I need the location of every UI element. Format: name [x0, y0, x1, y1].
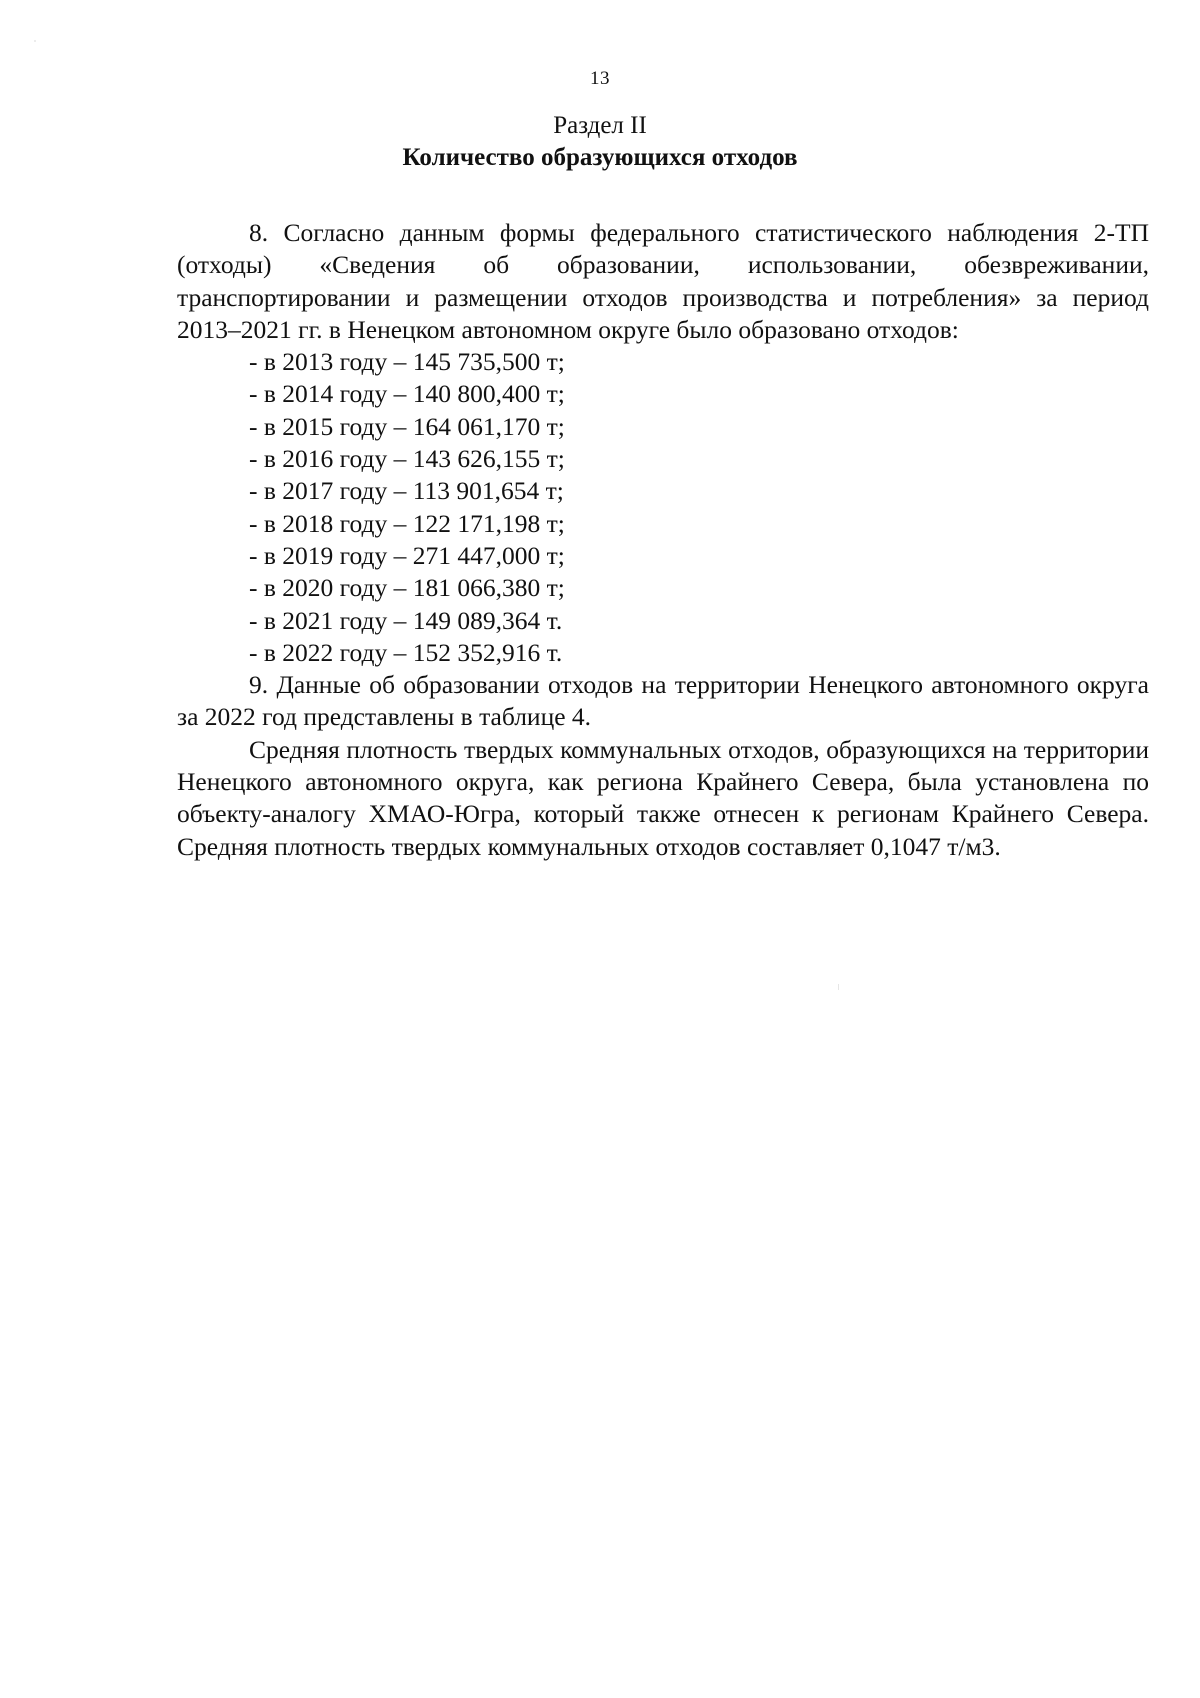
list-item-2020: - в 2020 году – 181 066,380 т;	[249, 573, 565, 603]
list-item-2014: - в 2014 году – 140 800,400 т;	[249, 379, 565, 409]
scan-speck	[34, 40, 36, 42]
paragraph-density: Средняя плотность твердых коммунальных отходов, образующихся на территории Ненецкого автономного округа, как региона Крайнего Севера, была установлена по объекту-аналогу ХМАО-Югра, который также отнесен к регионам Крайнего Севера. Средняя плотность твердых коммунальных отходов составляет 0,1047 т/м3.	[177, 734, 1149, 861]
list-item-2013: - в 2013 году – 145 735,500 т;	[249, 347, 565, 377]
list-item-2015: - в 2015 году – 164 061,170 т;	[249, 411, 565, 441]
page-number: 13	[590, 68, 610, 89]
list-item-2018: - в 2018 году – 122 171,198 т;	[249, 508, 565, 538]
list-item-2017: - в 2017 году – 113 901,654 т;	[249, 476, 564, 506]
list-item-2016: - в 2016 году – 143 626,155 т;	[249, 444, 565, 474]
list-item-2022: - в 2022 году – 152 352,916 т.	[249, 637, 563, 667]
scan-speck	[838, 984, 839, 990]
paragraph-8: 8. Согласно данным формы федерального статистического наблюдения 2-ТП (отходы) «Сведения об образовании, использовании, обезвреживании, транспортировании и размещении отходов производства и потребления» за период 2013–2021 гг. в Ненецком автономном округе было образовано отходов:	[177, 218, 1149, 344]
waste-by-year-list	[177, 346, 1149, 669]
document-body	[177, 217, 1149, 863]
section-label: Раздел II	[553, 112, 647, 139]
list-item-2021: - в 2021 году – 149 089,364 т.	[249, 605, 563, 635]
paragraph-9: 9. Данные об образовании отходов на территории Ненецкого автономного округа за 2022 год представлены в таблице 4.	[177, 670, 1149, 732]
list-item-2019: - в 2019 году – 271 447,000 т;	[249, 540, 565, 570]
section-title: Количество образующихся отходов	[402, 144, 798, 171]
